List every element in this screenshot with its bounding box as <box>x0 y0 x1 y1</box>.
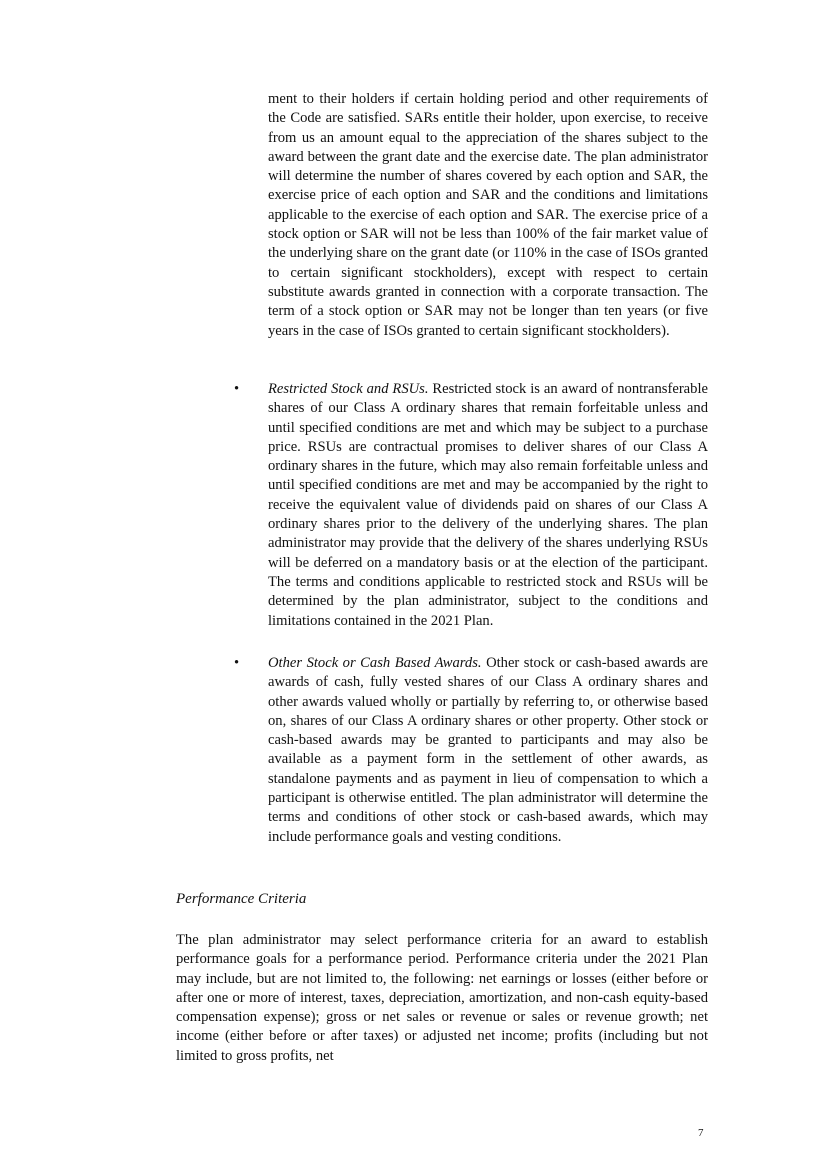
page-number: 7 <box>698 1127 704 1139</box>
bullet-title: Other Stock or Cash Based Awards. <box>268 655 482 671</box>
continuation-paragraph: ment to their holders if certain holding period and other requirements of the Code are satisfied. SARs entitle their holder, upon exercise, to receive from us an amount equal to the appreciation of the shares subject to the award between the grant date and the exercise date. The plan administrator will determine the number of shares covered by each option and SAR, the exercise price of each option and SAR and the conditions and limitations applicable to the exercise of each option and SAR. The exercise price of a stock option or SAR will not be less than 100% of the fair market value of the underlying share on the grant date (or 110% in the case of ISOs granted to certain significant stockholders), except with respect to certain substitute awards granted in connection with a corporate transaction. The term of a stock option or SAR may not be longer than ten years (or five years in the case of ISOs granted to certain significant stockholders). <box>268 91 708 339</box>
bullet-marker: • <box>234 381 240 397</box>
bullet-title: Restricted Stock and RSUs. <box>268 381 429 397</box>
bullet-marker: • <box>234 655 240 671</box>
section-heading: Performance Criteria <box>176 891 307 907</box>
bullet-restricted-stock <box>268 380 708 631</box>
bullet-other-awards <box>268 654 708 847</box>
bullet-text: Restricted stock is an award of nontransferable shares of our Class A ordinary shares that remain forfeitable unless and until specified conditions are met and which may be subject to a purchase price. RSUs are contractual promises to deliver shares of our Class A ordinary shares in the future, which may also remain forfeitable unless and until specified conditions are met and may be accompanied by the right to receive the equivalent value of dividends paid on shares of our Class A ordinary shares prior to the delivery of the underlying shares. The plan administrator may provide that the delivery of the shares underlying RSUs will be deferred on a mandatory basis or at the election of the participant. The terms and conditions applicable to restricted stock and RSUs will be determined by the plan administrator, subject to the conditions and limitations contained in the 2021 Plan. <box>268 381 708 629</box>
bullet-text: Other stock or cash-based awards are awards of cash, fully vested shares of our Class A ordinary shares and other awards valued wholly or partially by referring to, or otherwise based on, shares of our Class A ordinary shares or other property. Other stock or cash-based awards may be granted to participants and may also be available as a payment form in the settlement of other awards, as standalone payments and as payment in lieu of compensation to which a participant is otherwise entitled. The plan administrator will determine the terms and conditions of other stock or cash-based awards, which may include performance goals and vesting conditions. <box>268 655 708 845</box>
section-paragraph: The plan administrator may select performance criteria for an award to establish performance goals for a performance period. Performance criteria under the 2021 Plan may include, but are not limited to, the following: net earnings or losses (either before or after one or more of interest, taxes, depreciation, amortization, and non-cash equity-based compensation expense); gross or net sales or revenue or sales or revenue growth; net income (either before or after taxes) or adjusted net income; profits (including but not limited to gross profits, net <box>176 932 708 1064</box>
